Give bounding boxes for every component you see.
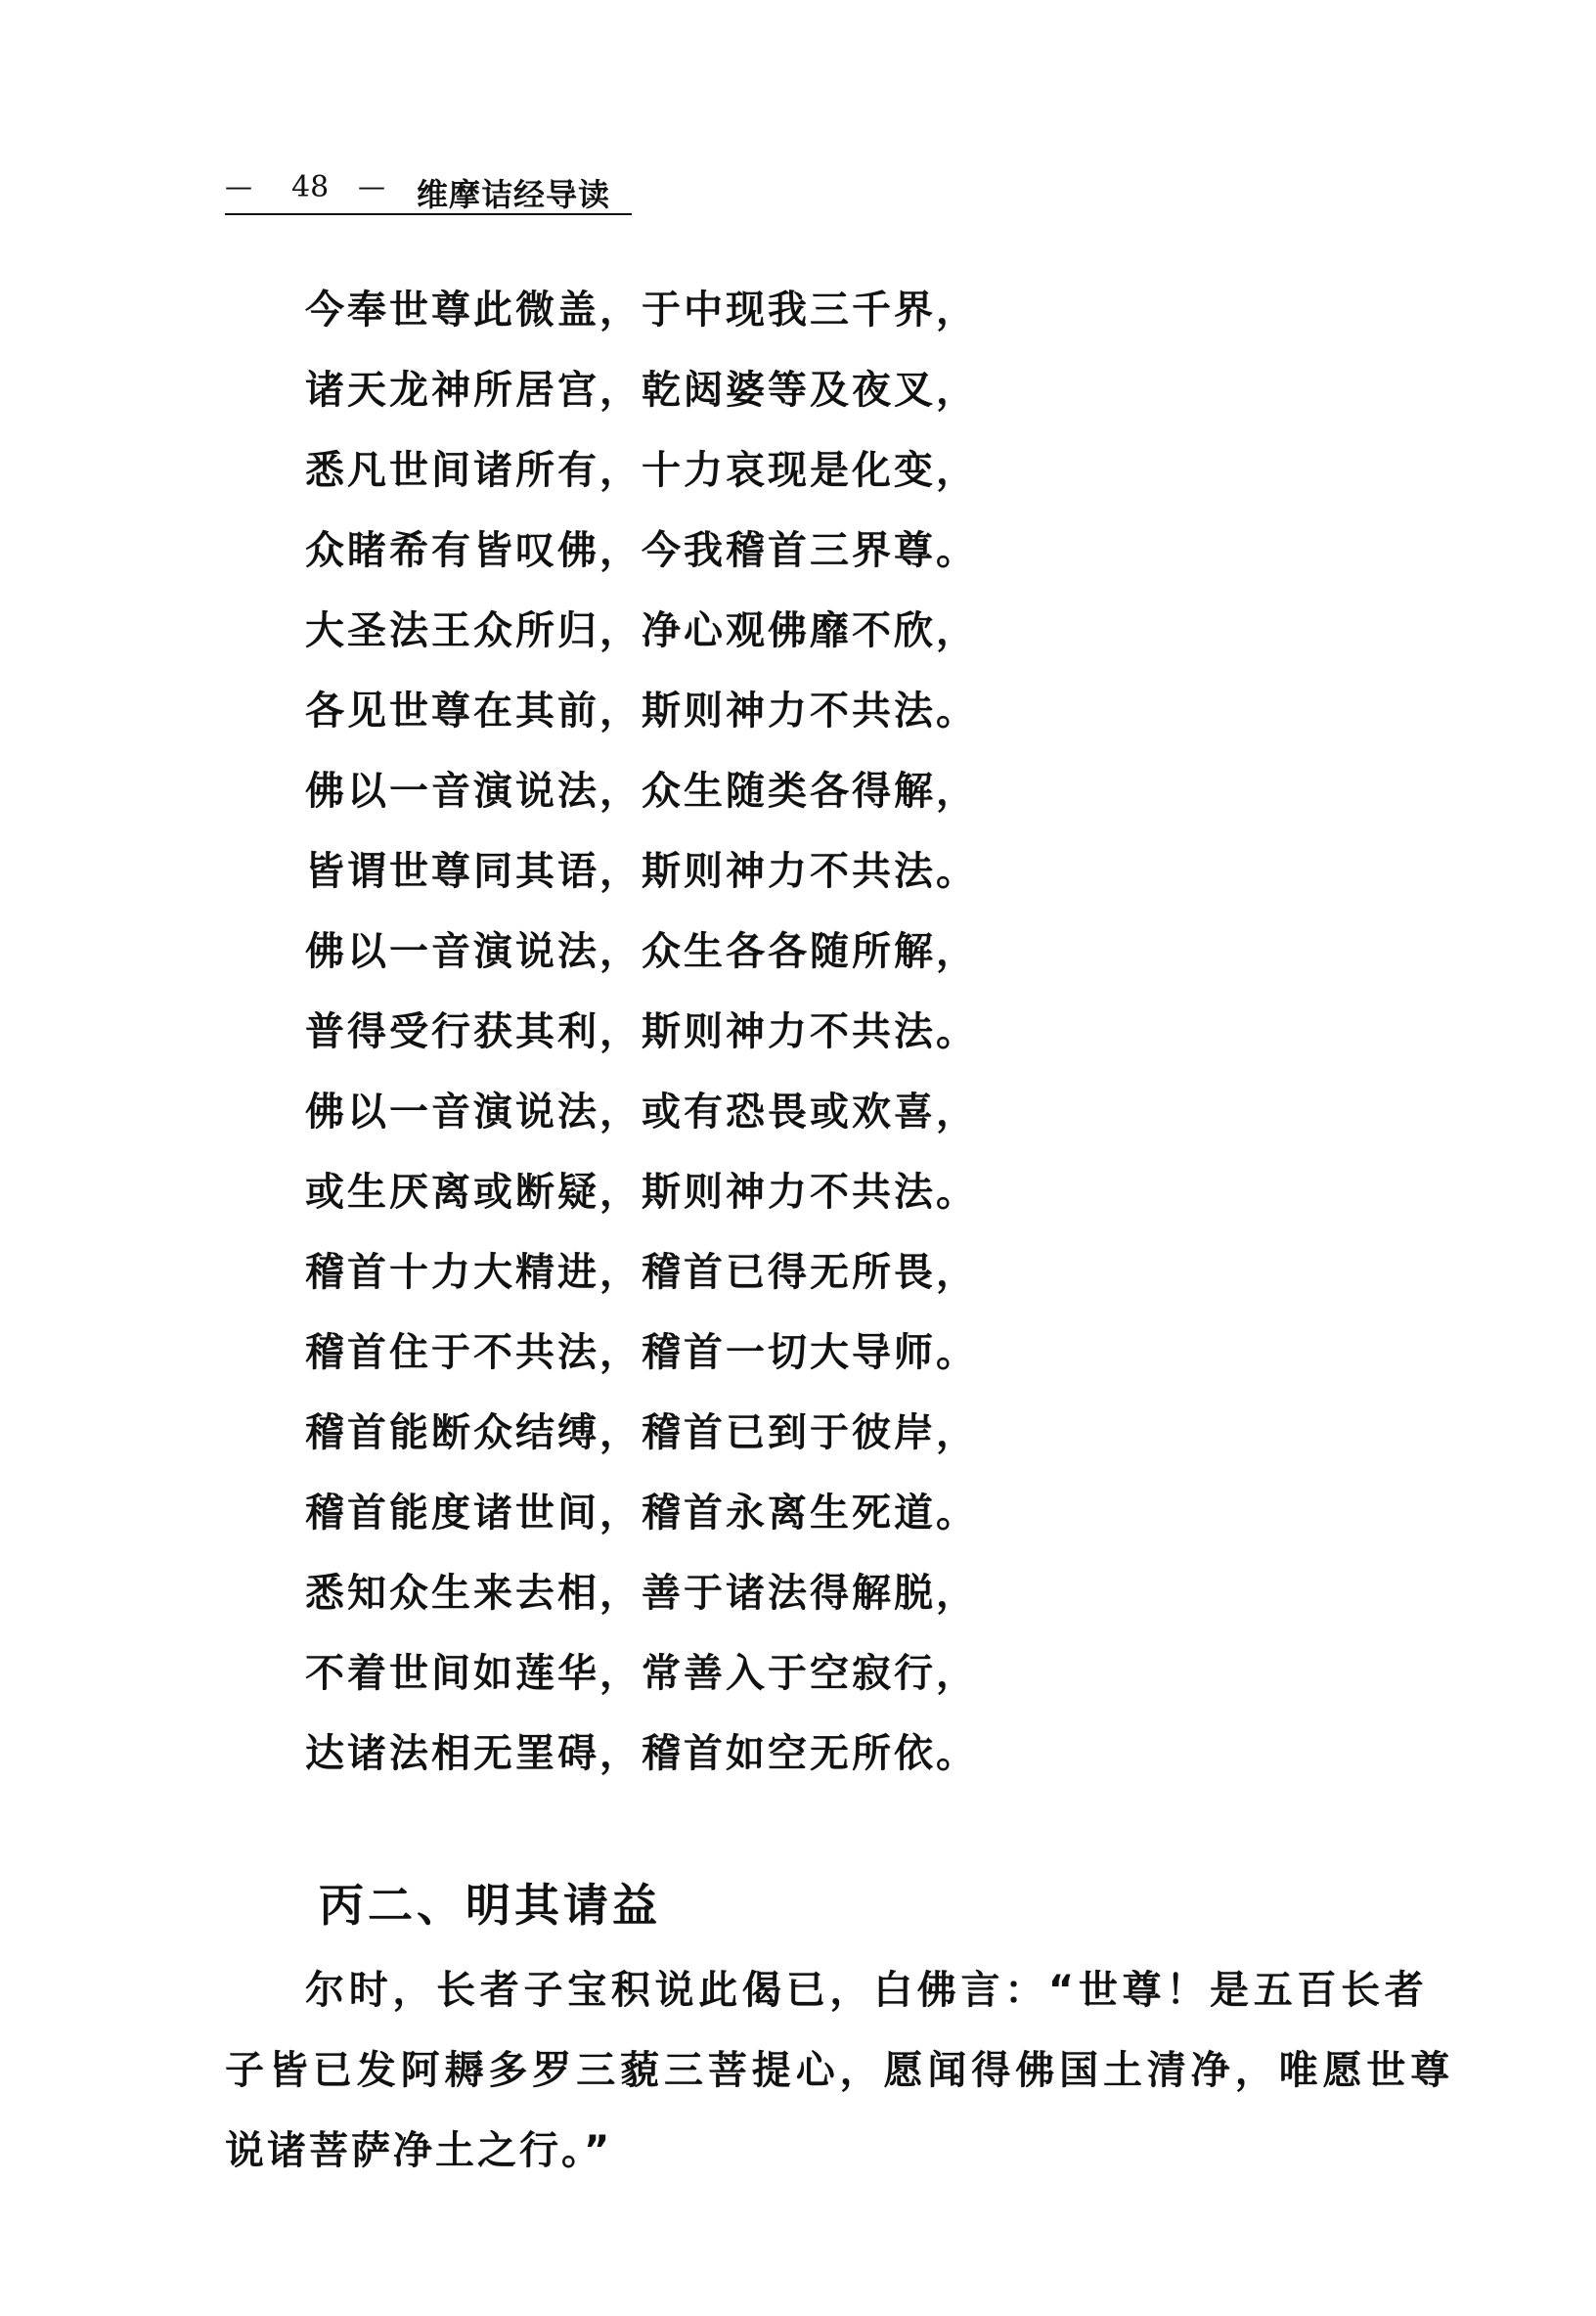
paragraph-line: 尔时，长者子宝积说此偈已，白佛言：“世尊！是五百长者 bbox=[305, 1968, 1429, 2013]
body-paragraph bbox=[225, 1950, 1455, 2191]
verse-line: 或生厌离或断疑，斯则神力不共法。 bbox=[305, 1170, 978, 1215]
verse-line: 稽首能度诸世间，稽首永离生死道。 bbox=[305, 1491, 978, 1536]
header-dash-left: — bbox=[225, 170, 252, 202]
verse-line: 普得受行获其利，斯则神力不共法。 bbox=[305, 1009, 978, 1054]
verse-line: 悉凡世间诸所有，十力哀现是化变， bbox=[305, 448, 978, 493]
verse-line: 稽首住于不共法，稽首一切大导师。 bbox=[305, 1330, 978, 1375]
verse-line: 各见世尊在其前，斯则神力不共法。 bbox=[305, 689, 978, 734]
paragraph-line: 子皆已发阿耨多罗三藐三菩提心，愿闻得佛国土清净，唯愿世尊 bbox=[225, 2048, 1455, 2093]
verse-line: 稽首十力大精进，稽首已得无所畏， bbox=[305, 1250, 978, 1295]
running-header bbox=[225, 168, 632, 215]
book-title: 维摩诘经导读 bbox=[417, 176, 611, 213]
verse-line: 佛以一音演说法，或有恐畏或欢喜， bbox=[305, 1090, 978, 1135]
verse-line: 达诸法相无罣碍，稽首如空无所依。 bbox=[305, 1731, 978, 1776]
verse-line: 今奉世尊此微盖，于中现我三千界， bbox=[305, 288, 978, 333]
verse-line: 皆谓世尊同其语，斯则神力不共法。 bbox=[305, 849, 978, 894]
verse-line: 大圣法王众所归，净心观佛靡不欣， bbox=[305, 608, 978, 653]
page-number: 48 bbox=[291, 170, 330, 204]
verse-line: 不着世间如莲华，常善入于空寂行， bbox=[305, 1651, 978, 1696]
verse-line: 佛以一音演说法，众生各各随所解， bbox=[305, 929, 978, 974]
verse-line: 稽首能断众结缚，稽首已到于彼岸， bbox=[305, 1410, 978, 1455]
verse-line: 佛以一音演说法，众生随类各得解， bbox=[305, 769, 978, 814]
paragraph-line: 说诸菩萨净土之行。” bbox=[225, 2128, 613, 2173]
section-heading: 丙二、明其请益 bbox=[319, 1879, 661, 1932]
header-dash-right: — bbox=[358, 170, 385, 202]
verse-line: 悉知众生来去相，善于诸法得解脱， bbox=[305, 1571, 978, 1616]
verse-block bbox=[305, 270, 978, 1794]
verse-line: 诸天龙神所居宫，乾闼婆等及夜叉， bbox=[305, 368, 978, 413]
verse-line: 众睹希有皆叹佛，今我稽首三界尊。 bbox=[305, 528, 978, 573]
